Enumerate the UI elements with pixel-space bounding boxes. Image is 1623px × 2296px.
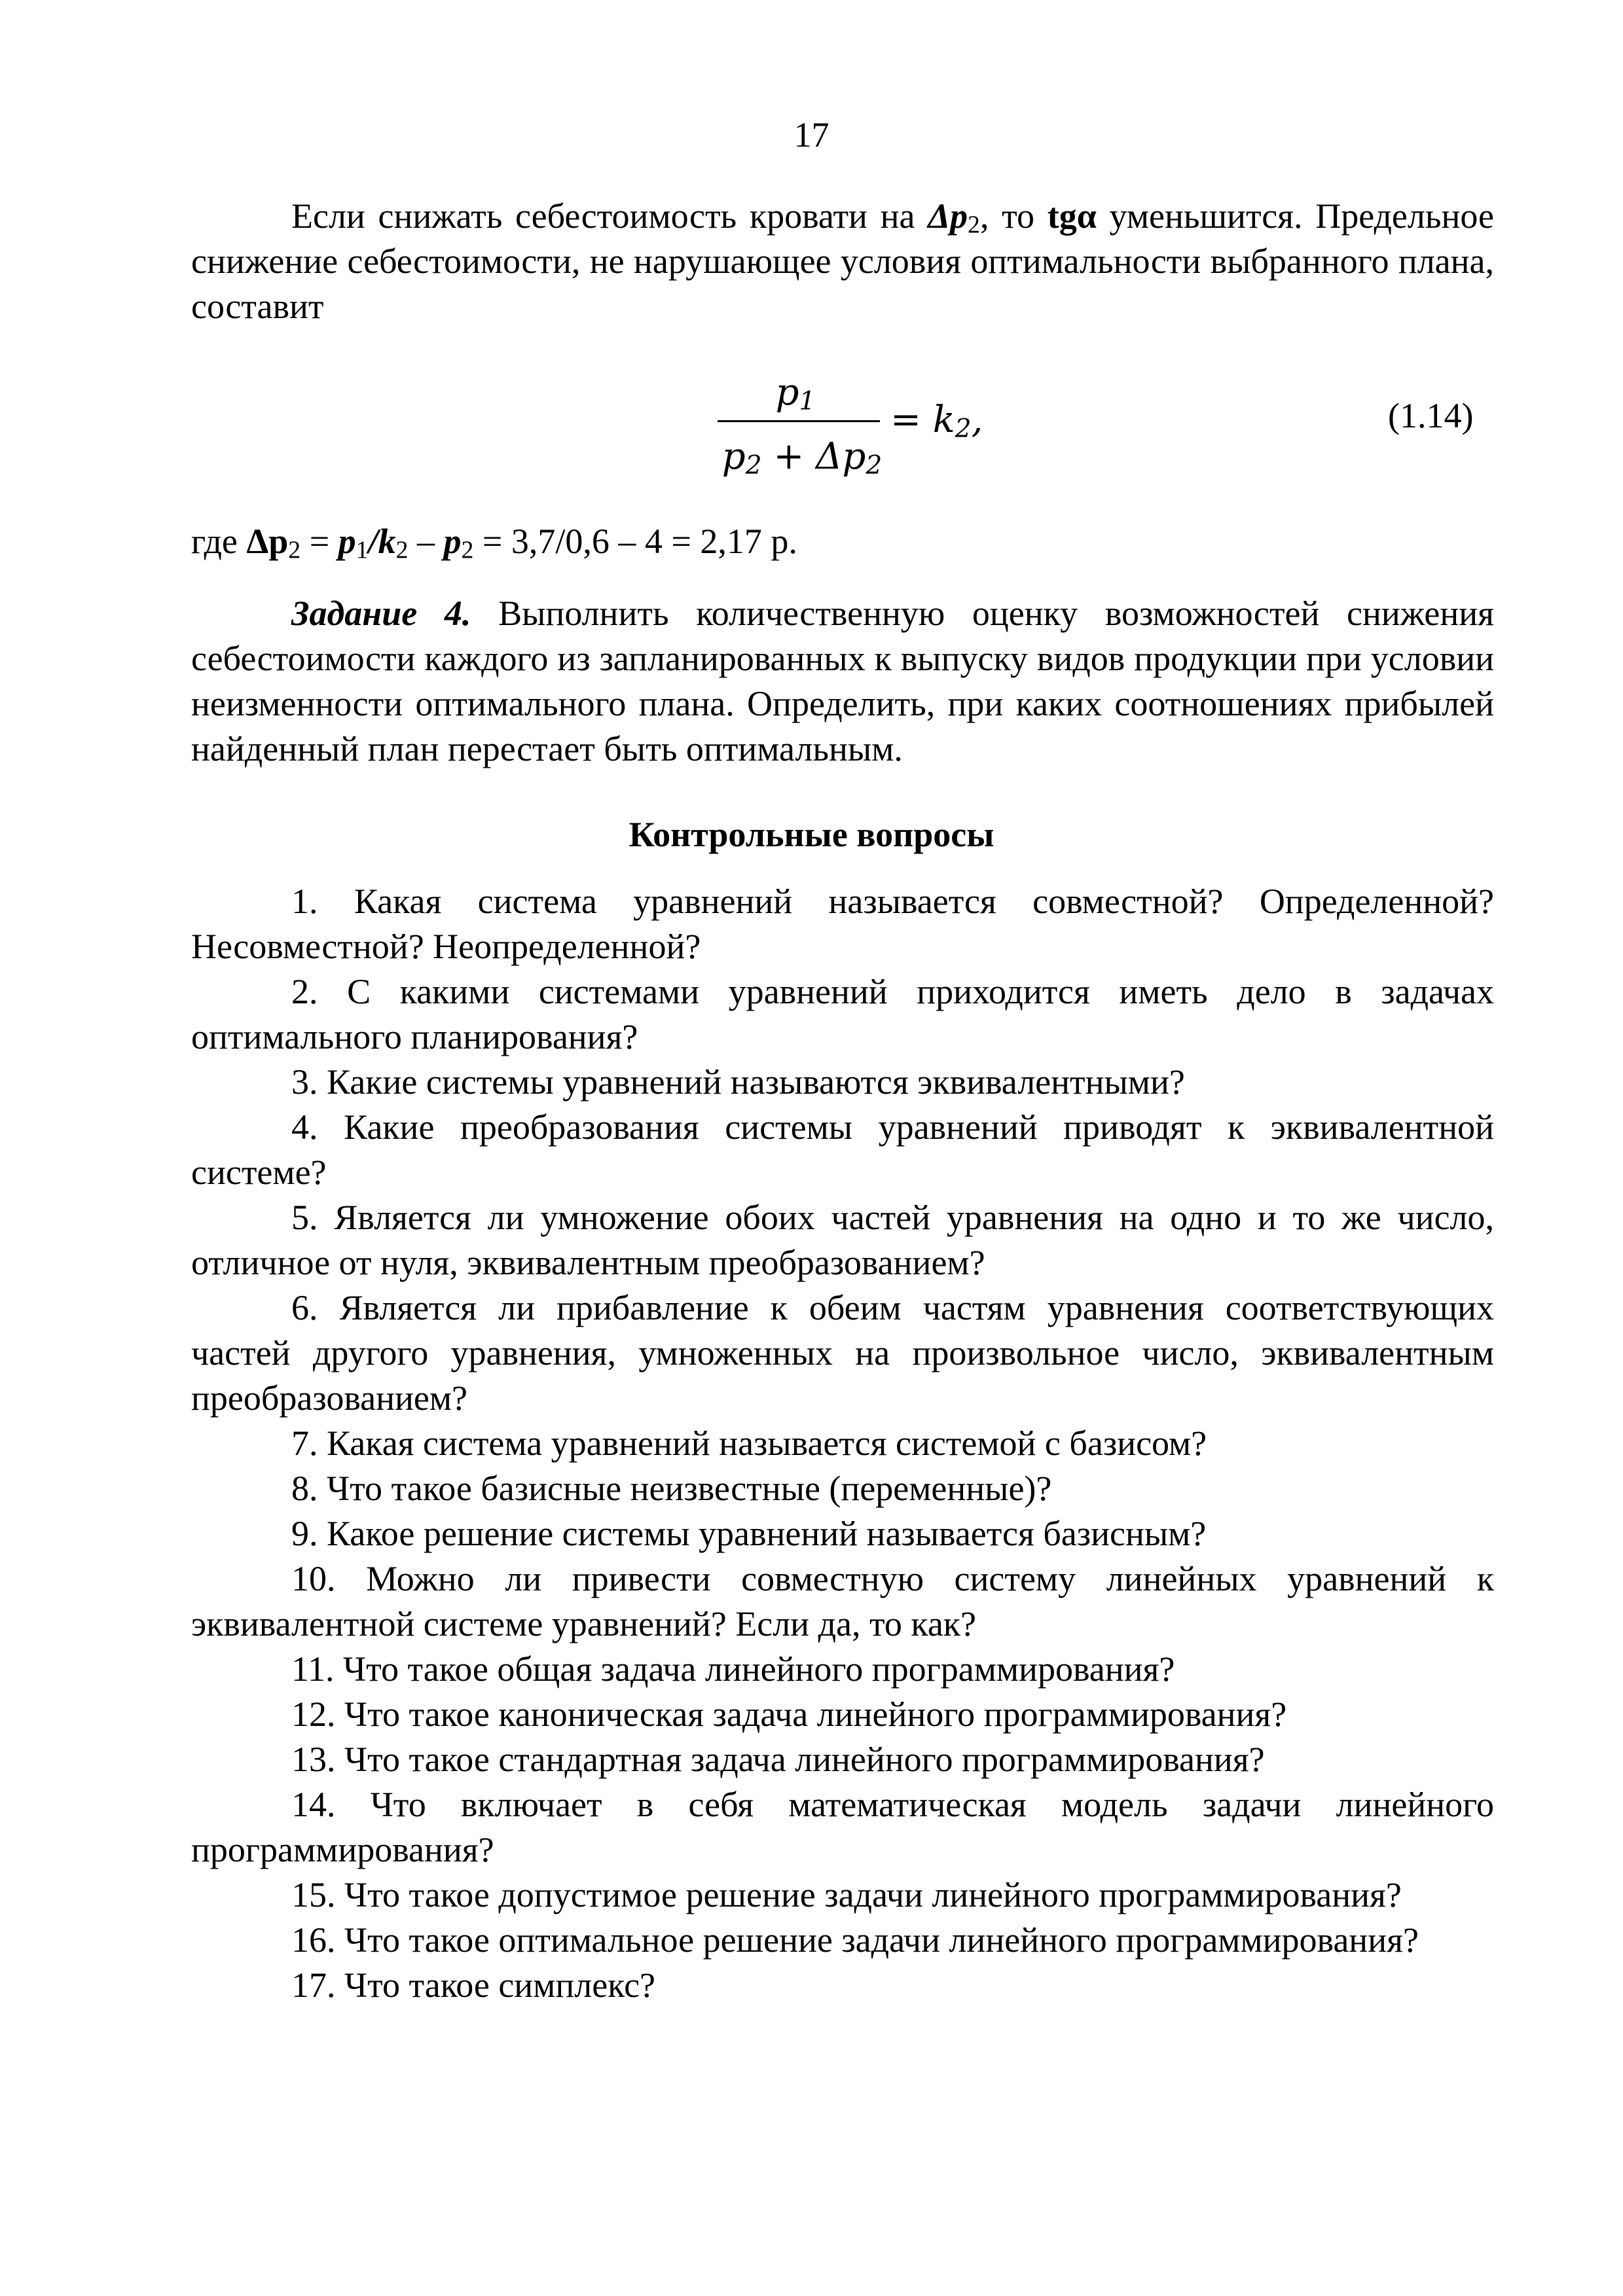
intro-text-2: , то xyxy=(979,196,1048,236)
question-item: 14. Что включает в себя математическая модель задачи линейного программирования? xyxy=(191,1785,1494,1869)
fraction-bar xyxy=(718,420,880,422)
question-item: 9. Какое решение системы уравнений называется базисным? xyxy=(291,1514,1207,1553)
task-label: Задание 4. xyxy=(291,594,471,633)
intro-text-1: Если снижать себестоимость кровати на xyxy=(291,196,928,236)
question-item: 11. Что такое общая задача линейного программирования? xyxy=(291,1649,1175,1689)
intro-text-3: уменьшится. Предельное снижение себестоимости, не нарушающее условия оптимальности выбранного плана, составит xyxy=(191,196,1495,326)
question-item: 2. С какими системами уравнений приходится иметь дело в задачах оптимального планирования? xyxy=(191,972,1494,1056)
question-item: 4. Какие преобразования системы уравнений приводят к эквивалентной системе? xyxy=(191,1107,1494,1192)
question-item: 12. Что такое каноническая задача линейного программирования? xyxy=(291,1695,1287,1734)
formula-numerator: $p_1$ xyxy=(775,371,816,416)
questions-list xyxy=(191,879,1494,2008)
question-item: 10. Можно ли привести совместную систему линейных уравнений к эквивалентной системе уравнений? Если да, то как? xyxy=(191,1559,1494,1643)
question-item: 17. Что такое симплекс? xyxy=(291,1965,656,2005)
equation-number: (1.14) xyxy=(1388,396,1474,435)
delta-p-subscript: 2 xyxy=(968,211,980,239)
question-item: 1. Какая система уравнений называется совместной? Определенной? Несовместной? Неопределенной? xyxy=(191,882,1494,966)
question-item: 5. Является ли умножение обоих частей уравнения на одно и то же число, отличное от нуля, эквивалентным преобразованием? xyxy=(191,1198,1494,1282)
page-number: 17 xyxy=(793,115,830,154)
question-item: 15. Что такое допустимое решение задачи линейного программирования? xyxy=(291,1875,1402,1914)
task-text: Выполнить количественную оценку возможностей снижения себестоимости каждого из запланированных к выпуску видов продукции при условии неизменности оптимального плана. Определить, при каких соотношениях прибылей найденный план перестает быть оптимальным. xyxy=(191,594,1494,768)
intro-paragraph xyxy=(191,194,1494,329)
section-heading: Контрольные вопросы xyxy=(629,815,994,854)
question-item: 6. Является ли прибавление к обеим частям уравнения соответствующих частей другого уравнения, умноженных на произвольное число, эквивалентным преобразованием? xyxy=(191,1288,1494,1418)
question-item: 8. Что такое базисные неизвестные (переменные)? xyxy=(291,1469,1052,1508)
question-item: 3. Какие системы уравнений называются эквивалентными? xyxy=(291,1062,1185,1102)
task-paragraph xyxy=(191,591,1494,772)
formula-denominator: $p_2 + \Delta p_2$ xyxy=(721,435,883,480)
question-item: 16. Что такое оптимальное решение задачи линейного программирования? xyxy=(291,1920,1419,1960)
where-line: где $\Delta p_2 = p_1/k_2 - p_2 = 3,7/0,6 - 4 = 2,17$ р. xyxy=(191,522,797,564)
formula-rhs: = $k_2$, xyxy=(890,399,983,444)
formula-1-14 xyxy=(707,370,1008,488)
question-item: 7. Какая система уравнений называется системой с базисом? xyxy=(291,1424,1207,1463)
delta-p-symbol: Δp xyxy=(928,196,968,236)
tg-alpha-symbol: tgα xyxy=(1047,196,1097,236)
question-item: 13. Что такое стандартная задача линейного программирования? xyxy=(291,1740,1265,1779)
